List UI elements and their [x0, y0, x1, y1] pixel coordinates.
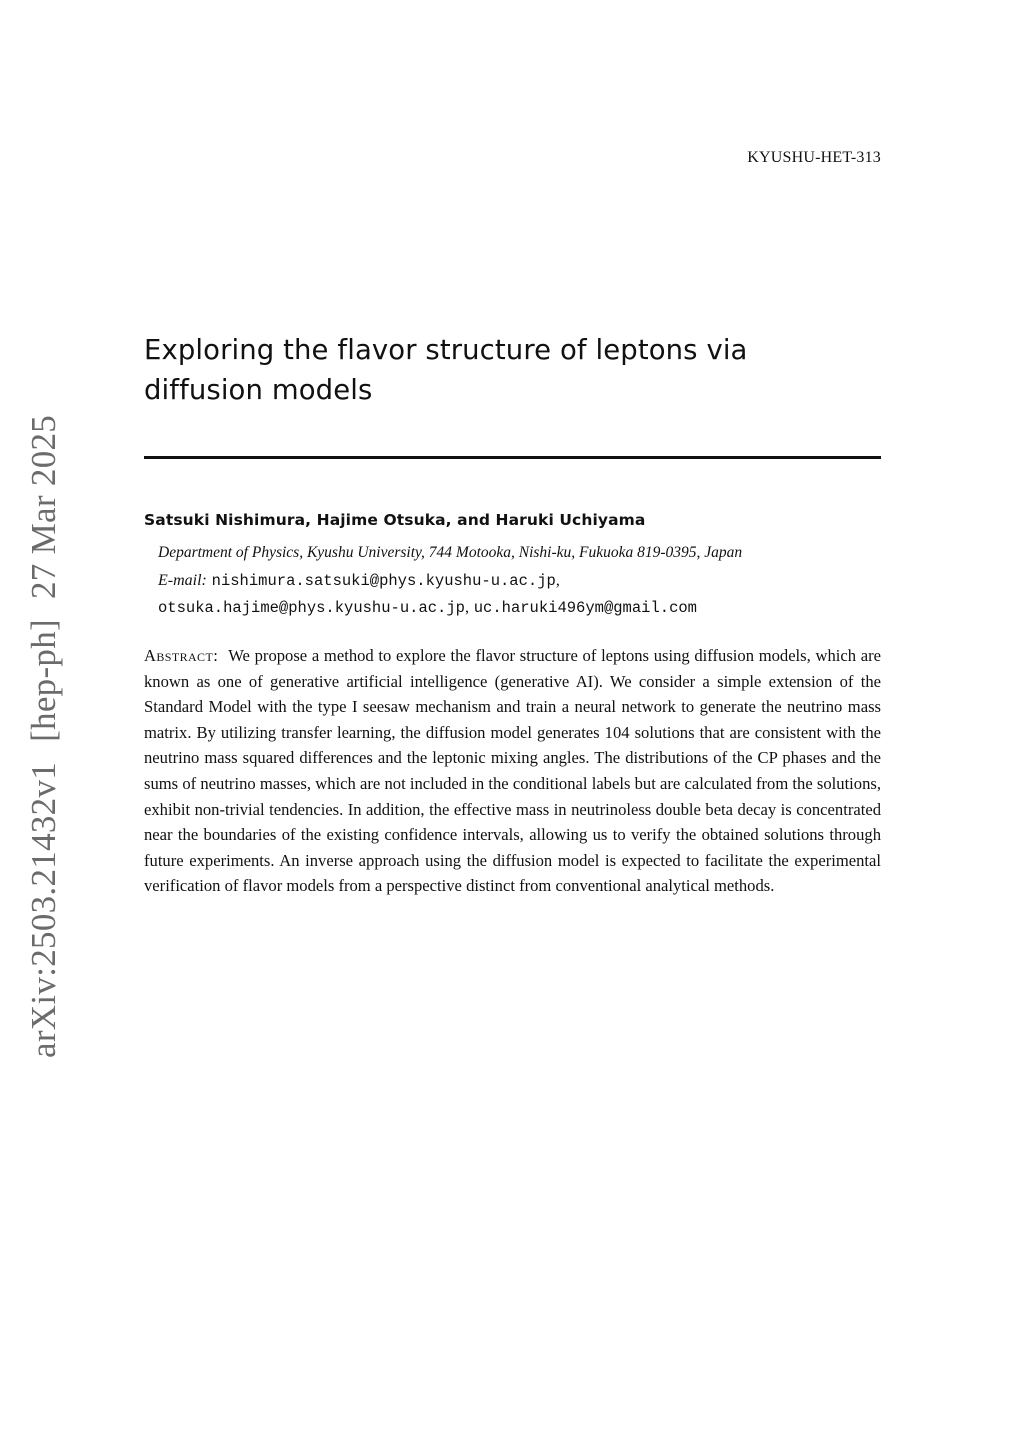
email-link-uchiyama[interactable]: uc.haruki496ym@gmail.com [473, 599, 697, 617]
title-divider [144, 456, 881, 459]
abstract [144, 643, 881, 899]
arxiv-id: arXiv:2503.21432v1 [24, 761, 63, 1058]
abstract-text: We propose a method to explore the flavor structure of leptons using diffusion models, which are known as one of generative artificial intelligence (generative AI). We consider a simple extension of the Standard Model with the type I seesaw mechanism and train a neural network to generate the neutrino mass matrix. By utilizing transfer learning, the diffusion model generates 104 solutions that are consistent with the neutrino mass squared differences and the leptonic mixing angles. The distributions of the CP phases and the sums of neutrino masses, which are not included in the conditional labels but are calculated from the solutions, exhibit non-trivial tendencies. In addition, the effective mass in neutrinoless double beta decay is concentrated near the boundaries of the existing confidence intervals, allowing us to verify the obtained solutions through future experiments. An inverse approach using the diffusion model is expected to facilitate the experimental verification of flavor models from a perspective distinct from conventional analytical methods. [144, 646, 881, 896]
affiliation: Department of Physics, Kyushu University, 744 Motooka, Nishi-ku, Fukuoka 819-0395, Japan [158, 544, 743, 561]
arxiv-date: 27 Mar 2025 [24, 414, 63, 600]
email-link-otsuka[interactable]: otsuka.hajime@phys.kyushu-u.ac.jp [158, 599, 465, 617]
comma: , [464, 599, 469, 616]
title-line-1: Exploring the flavor structure of leptons via [144, 334, 748, 366]
arxiv-category: [hep-ph] [24, 619, 63, 742]
email-line-1 [158, 571, 560, 590]
abstract-label: Abstract: [144, 646, 219, 665]
email-label: E-mail: [158, 572, 207, 589]
title-line-2: diffusion models [144, 374, 373, 406]
paper-title [144, 330, 844, 410]
comma: , [555, 572, 560, 589]
arxiv-stamp [24, 395, 64, 1058]
author-list: Satsuki Nishimura, Hajime Otsuka, and Haruki Uchiyama [144, 511, 646, 529]
email-link-nishimura[interactable]: nishimura.satsuki@phys.kyushu-u.ac.jp [211, 572, 556, 590]
email-line-2 [158, 598, 697, 617]
report-number: KYUSHU-HET-313 [747, 149, 881, 166]
